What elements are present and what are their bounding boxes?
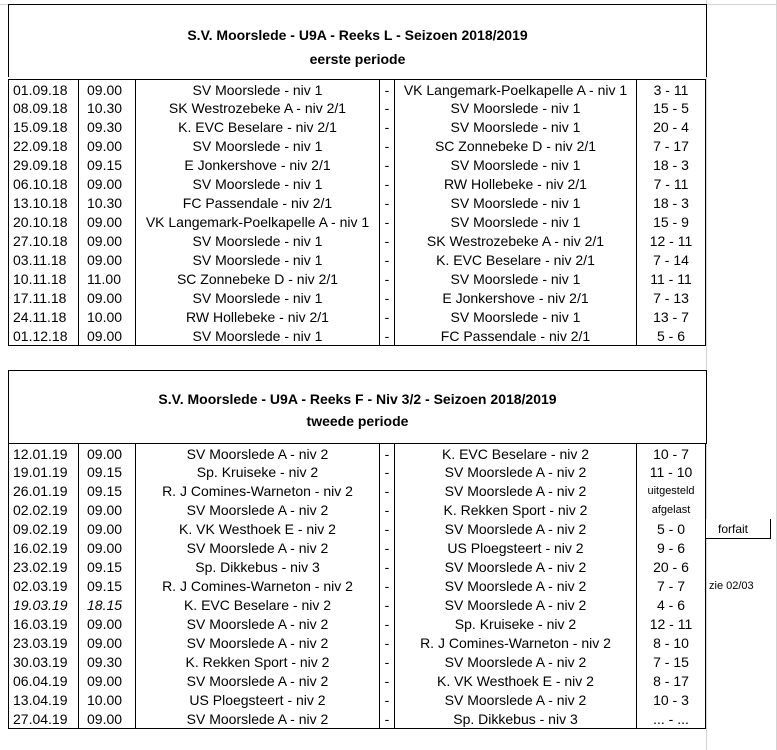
match-time: 09.00 <box>78 538 136 558</box>
match-row <box>0 250 777 270</box>
away-team: SV Moorslede - niv 1 <box>394 193 637 213</box>
away-team: SV Moorslede A - niv 2 <box>394 519 637 539</box>
score: 7 - 11 <box>636 174 706 194</box>
home-team: US Ploegsteert - niv 2 <box>135 690 380 710</box>
score: 7 - 15 <box>636 652 706 672</box>
home-team: K. Rekken Sport - niv 2 <box>135 652 380 672</box>
period1-header <box>8 4 707 77</box>
away-team: SC Zonnebeke D - niv 2/1 <box>394 136 637 156</box>
match-date: 20.10.18 <box>8 212 79 232</box>
separator: - <box>379 174 395 194</box>
score: 12 - 11 <box>636 614 706 634</box>
away-team: K. Rekken Sport - niv 2 <box>394 500 637 520</box>
home-team: SV Moorslede - niv 1 <box>135 79 380 99</box>
away-team: SV Moorslede A - niv 2 <box>394 557 637 577</box>
separator: - <box>379 288 395 308</box>
match-date: 02.03.19 <box>8 576 79 596</box>
score: 20 - 6 <box>636 557 706 577</box>
match-time: 09.00 <box>78 250 136 270</box>
match-date: 12.01.19 <box>8 443 79 463</box>
score: 5 - 6 <box>636 326 706 346</box>
score: 7 - 17 <box>636 136 706 156</box>
separator: - <box>379 155 395 175</box>
match-time: 09.15 <box>78 481 136 501</box>
match-date: 19.01.19 <box>8 462 79 482</box>
match-time: 18.15 <box>78 595 136 615</box>
separator: - <box>379 481 395 501</box>
home-team: SC Zonnebeke D - niv 2/1 <box>135 269 380 289</box>
away-team: SV Moorslede - niv 1 <box>394 269 637 289</box>
separator: - <box>379 212 395 232</box>
home-team: SV Moorslede A - niv 2 <box>135 500 380 520</box>
match-row <box>0 98 777 118</box>
away-team: US Ploegsteert - niv 2 <box>394 538 637 558</box>
home-team: SV Moorslede - niv 1 <box>135 174 380 194</box>
match-row <box>0 193 777 213</box>
separator: - <box>379 462 395 482</box>
home-team: SV Moorslede A - niv 2 <box>135 671 380 691</box>
away-team: SV Moorslede - niv 1 <box>394 212 637 232</box>
separator: - <box>379 500 395 520</box>
score: 12 - 11 <box>636 231 706 251</box>
score: 10 - 3 <box>636 690 706 710</box>
home-team: K. EVC Beselare - niv 2/1 <box>135 117 380 137</box>
match-time: 09.00 <box>78 174 136 194</box>
home-team: SV Moorslede - niv 1 <box>135 326 380 346</box>
match-date: 19.03.19 <box>8 595 79 615</box>
home-team: K. VK Westhoek E - niv 2 <box>135 519 380 539</box>
away-team: SV Moorslede A - niv 2 <box>394 462 637 482</box>
match-row <box>0 155 777 175</box>
separator: - <box>379 326 395 346</box>
home-team: Sp. Dikkebus - niv 3 <box>135 557 380 577</box>
match-row <box>0 326 777 346</box>
home-team: SV Moorslede - niv 1 <box>135 136 380 156</box>
match-note: zie 02/03 <box>709 580 754 592</box>
separator: - <box>379 633 395 653</box>
match-time: 09.30 <box>78 652 136 672</box>
match-date: 02.02.19 <box>8 500 79 520</box>
score: ... - ... <box>636 709 706 729</box>
match-row <box>0 709 777 729</box>
match-time: 09.00 <box>78 288 136 308</box>
match-date: 09.02.19 <box>8 519 79 539</box>
separator: - <box>379 557 395 577</box>
period1-title: S.V. Moorslede - U9A - Reeks L - Seizoen 2018/2019 <box>187 27 528 43</box>
away-team: RW Hollebeke - niv 2/1 <box>394 174 637 194</box>
match-date: 26.01.19 <box>8 481 79 501</box>
away-team: SV Moorslede A - niv 2 <box>394 690 637 710</box>
match-row <box>0 269 777 289</box>
score: 13 - 7 <box>636 307 706 327</box>
match-date: 01.12.18 <box>8 326 79 346</box>
home-team: K. EVC Beselare - niv 2 <box>135 595 380 615</box>
score: 8 - 17 <box>636 671 706 691</box>
score: 11 - 10 <box>636 462 706 482</box>
away-team: SV Moorslede - niv 1 <box>394 155 637 175</box>
match-date: 15.09.18 <box>8 117 79 137</box>
away-team: SV Moorslede A - niv 2 <box>394 595 637 615</box>
separator: - <box>379 269 395 289</box>
away-team: R. J Comines-Warneton - niv 2 <box>394 633 637 653</box>
match-row <box>0 633 777 653</box>
separator: - <box>379 231 395 251</box>
match-time: 09.00 <box>78 614 136 634</box>
match-date: 03.11.18 <box>8 250 79 270</box>
match-date: 13.04.19 <box>8 690 79 710</box>
match-row <box>0 481 777 501</box>
period2-title: S.V. Moorslede - U9A - Reeks F - Niv 3/2 - Seizoen 2018/2019 <box>158 391 557 407</box>
match-row <box>0 538 777 558</box>
separator: - <box>379 98 395 118</box>
match-time: 09.15 <box>78 462 136 482</box>
home-team: SK Westrozebeke A - niv 2/1 <box>135 98 380 118</box>
score: 18 - 3 <box>636 155 706 175</box>
match-time: 09.00 <box>78 136 136 156</box>
match-date: 27.10.18 <box>8 231 79 251</box>
match-date: 30.03.19 <box>8 652 79 672</box>
separator: - <box>379 443 395 463</box>
match-time: 10.30 <box>78 98 136 118</box>
match-row <box>0 117 777 137</box>
match-time: 09.00 <box>78 231 136 251</box>
match-time: 09.15 <box>78 557 136 577</box>
match-row <box>0 519 777 539</box>
match-date: 22.09.18 <box>8 136 79 156</box>
away-team: K. VK Westhoek E - niv 2 <box>394 671 637 691</box>
away-team: FC Passendale - niv 2/1 <box>394 326 637 346</box>
away-team: SV Moorslede - niv 1 <box>394 98 637 118</box>
score: 9 - 6 <box>636 538 706 558</box>
match-date: 23.02.19 <box>8 557 79 577</box>
match-date: 16.03.19 <box>8 614 79 634</box>
match-date: 16.02.19 <box>8 538 79 558</box>
separator: - <box>379 136 395 156</box>
match-time: 09.00 <box>78 633 136 653</box>
home-team: SV Moorslede A - niv 2 <box>135 538 380 558</box>
match-row <box>0 671 777 691</box>
match-row <box>0 231 777 251</box>
match-date: 29.09.18 <box>8 155 79 175</box>
home-team: Sp. Kruiseke - niv 2 <box>135 462 380 482</box>
home-team: VK Langemark-Poelkapelle A - niv 1 <box>135 212 380 232</box>
match-time: 09.15 <box>78 576 136 596</box>
away-team: SV Moorslede A - niv 2 <box>394 576 637 596</box>
score: 15 - 5 <box>636 98 706 118</box>
match-time: 10.00 <box>78 307 136 327</box>
match-time: 09.00 <box>78 519 136 539</box>
separator: - <box>379 79 395 99</box>
separator: - <box>379 519 395 539</box>
match-time: 09.00 <box>78 79 136 99</box>
away-team: E Jonkershove - niv 2/1 <box>394 288 637 308</box>
score: 4 - 6 <box>636 595 706 615</box>
match-row <box>0 500 777 520</box>
home-team: SV Moorslede A - niv 2 <box>135 709 380 729</box>
match-date: 01.09.18 <box>8 79 79 99</box>
score: 20 - 4 <box>636 117 706 137</box>
home-team: E Jonkershove - niv 2/1 <box>135 155 380 175</box>
match-date: 27.04.19 <box>8 709 79 729</box>
match-time: 09.00 <box>78 443 136 463</box>
separator: - <box>379 614 395 634</box>
match-row <box>0 136 777 156</box>
score: 18 - 3 <box>636 193 706 213</box>
score: 3 - 11 <box>636 79 706 99</box>
away-team: SK Westrozebeke A - niv 2/1 <box>394 231 637 251</box>
match-row <box>0 307 777 327</box>
score: 7 - 7 <box>636 576 706 596</box>
match-date: 06.10.18 <box>8 174 79 194</box>
match-row <box>0 212 777 232</box>
separator: - <box>379 538 395 558</box>
match-date: 17.11.18 <box>8 288 79 308</box>
away-team: SV Moorslede A - niv 2 <box>394 481 637 501</box>
away-team: Sp. Kruiseke - niv 2 <box>394 614 637 634</box>
separator: - <box>379 652 395 672</box>
match-time: 10.30 <box>78 193 136 213</box>
score: afgelast <box>636 500 706 520</box>
away-team: Sp. Dikkebus - niv 3 <box>394 709 637 729</box>
match-row <box>0 595 777 615</box>
match-row <box>0 443 777 463</box>
match-date: 06.04.19 <box>8 671 79 691</box>
home-team: RW Hollebeke - niv 2/1 <box>135 307 380 327</box>
separator: - <box>379 250 395 270</box>
match-time: 09.00 <box>78 212 136 232</box>
away-team: VK Langemark-Poelkapelle A - niv 1 <box>394 79 637 99</box>
match-time: 09.00 <box>78 326 136 346</box>
away-team: K. EVC Beselare - niv 2 <box>394 443 637 463</box>
separator: - <box>379 576 395 596</box>
home-team: SV Moorslede A - niv 2 <box>135 614 380 634</box>
separator: - <box>379 595 395 615</box>
separator: - <box>379 671 395 691</box>
score: 15 - 9 <box>636 212 706 232</box>
separator: - <box>379 307 395 327</box>
match-date: 10.11.18 <box>8 269 79 289</box>
score: 8 - 10 <box>636 633 706 653</box>
match-row <box>0 576 777 596</box>
match-date: 13.10.18 <box>8 193 79 213</box>
separator: - <box>379 117 395 137</box>
separator: - <box>379 193 395 213</box>
match-row <box>0 652 777 672</box>
score: 7 - 14 <box>636 250 706 270</box>
match-time: 09.15 <box>78 155 136 175</box>
score: uitgesteld <box>636 481 706 501</box>
home-team: FC Passendale - niv 2/1 <box>135 193 380 213</box>
match-row <box>0 690 777 710</box>
period2-subtitle: tweede periode <box>306 413 409 429</box>
period1-subtitle: eerste periode <box>309 51 406 67</box>
score: 5 - 0 <box>636 519 706 539</box>
home-team: SV Moorslede A - niv 2 <box>135 443 380 463</box>
match-row <box>0 462 777 482</box>
away-team: SV Moorslede - niv 1 <box>394 117 637 137</box>
home-team: SV Moorslede - niv 1 <box>135 288 380 308</box>
match-time: 10.00 <box>78 690 136 710</box>
away-team: SV Moorslede - niv 1 <box>394 307 637 327</box>
period2-header <box>8 370 707 444</box>
home-team: SV Moorslede - niv 1 <box>135 231 380 251</box>
match-date: 08.09.18 <box>8 98 79 118</box>
score: 7 - 13 <box>636 288 706 308</box>
separator: - <box>379 690 395 710</box>
match-time: 09.30 <box>78 117 136 137</box>
match-row <box>0 174 777 194</box>
home-team: R. J Comines-Warneton - niv 2 <box>135 481 380 501</box>
match-time: 09.00 <box>78 500 136 520</box>
home-team: R. J Comines-Warneton - niv 2 <box>135 576 380 596</box>
match-date: 24.11.18 <box>8 307 79 327</box>
match-note: forfait <box>705 519 771 539</box>
score: 10 - 7 <box>636 443 706 463</box>
match-row <box>0 288 777 308</box>
match-time: 11.00 <box>78 269 136 289</box>
match-date: 23.03.19 <box>8 633 79 653</box>
home-team: SV Moorslede A - niv 2 <box>135 633 380 653</box>
match-time: 09.00 <box>78 671 136 691</box>
match-row <box>0 79 777 99</box>
match-row <box>0 614 777 634</box>
away-team: K. EVC Beselare - niv 2/1 <box>394 250 637 270</box>
away-team: SV Moorslede A - niv 2 <box>394 652 637 672</box>
score: 11 - 11 <box>636 269 706 289</box>
home-team: SV Moorslede - niv 1 <box>135 250 380 270</box>
separator: - <box>379 709 395 729</box>
match-row <box>0 557 777 577</box>
match-time: 09.00 <box>78 709 136 729</box>
